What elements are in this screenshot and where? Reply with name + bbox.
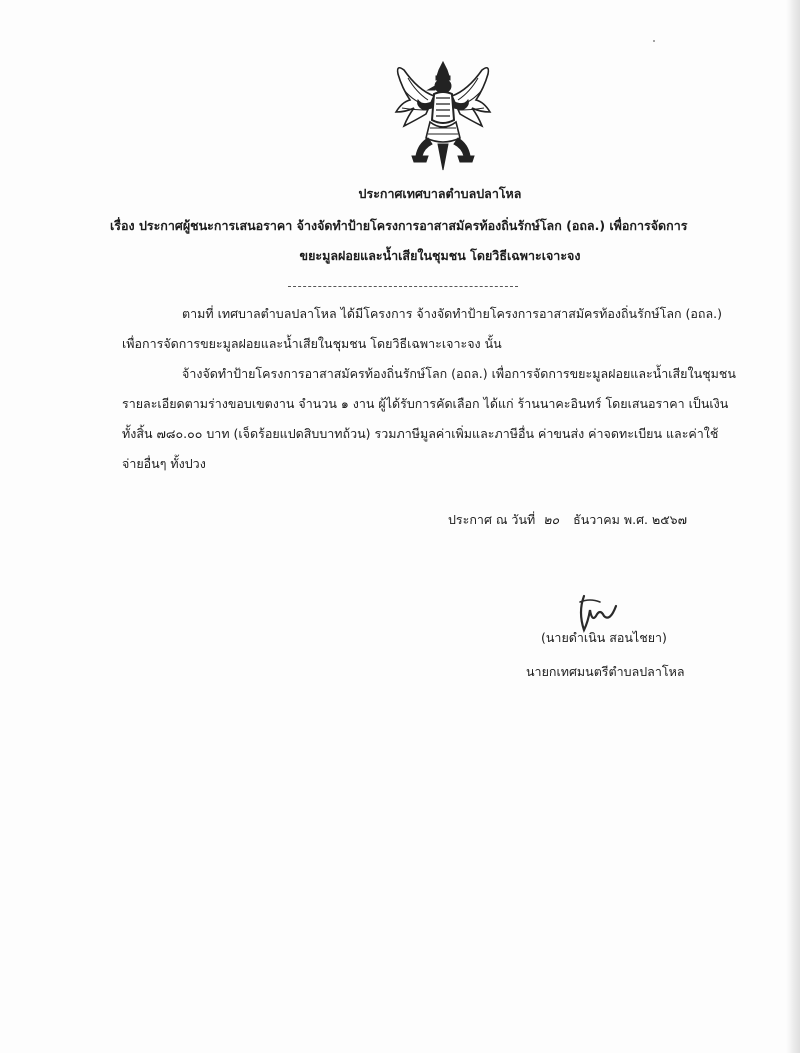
date-month-year: ธันวาคม พ.ศ. ๒๕๖๗: [573, 512, 687, 527]
scan-edge-shadow: [786, 0, 800, 1053]
signer-title: นายกเทศมนตรีตำบลปลาโหล: [526, 664, 685, 679]
garuda-emblem: [388, 60, 498, 172]
header-divider: [288, 286, 518, 287]
paragraph-2-line-4: จ่ายอื่นๆ ทั้งปวง: [122, 456, 206, 471]
date-prefix: ประกาศ ณ วันที่: [448, 512, 536, 527]
announcement-date: [448, 514, 687, 527]
paragraph-1-line-2: เพื่อการจัดการขยะมูลฝอยและน้ำเสียในชุมชน โดยวิธีเฉพาะเจาะจง นั้น: [122, 336, 502, 351]
paragraph-2-line-1: จ้างจัดทำป้ายโครงการอาสาสมัครท้องถิ่นรักษ์โลก (อถล.) เพื่อการจัดการขยะมูลฝอยและน้ำเสียในชุมชน: [182, 366, 736, 381]
agency-title: ประกาศเทศบาลตำบลปลาโหล: [358, 186, 522, 201]
paragraph-2-line-2: รายละเอียดตามร่างขอบเขตงาน จำนวน ๑ งาน ผู้ได้รับการคัดเลือก ได้แก่ ร้านนาคะอินทร์ โดยเสนอราคา เป็นเงิน: [122, 396, 729, 411]
signer-name: (นายดำเนิน สอนไชยา): [541, 630, 667, 645]
garuda-emblem-graphic: [388, 60, 498, 172]
paragraph-1-line-1: ตามที่ เทศบาลตำบลปลาโหล ได้มีโครงการ จ้างจัดทำป้ายโครงการอาสาสมัครท้องถิ่นรักษ์โลก (อถล.): [182, 306, 722, 321]
subject-line-2: ขยะมูลฝอยและน้ำเสียในชุมชน โดยวิธีเฉพาะเจาะจง: [299, 248, 581, 263]
date-day: ๒๐: [543, 512, 560, 527]
subject-line-1: เรื่อง ประกาศผู้ชนะการเสนอราคา จ้างจัดทำป้ายโครงการอาสาสมัครท้องถิ่นรักษ์โลก (อถล.) เพื่อการจัดการ: [110, 218, 688, 233]
paragraph-2-line-3: ทั้งสิ้น ๗๘๐.๐๐ บาท (เจ็ดร้อยแปดสิบบาทถ้วน) รวมภาษีมูลค่าเพิ่มและภาษีอื่น ค่าขนส่ง ค่าจดทะเบียน และค่าใช้: [122, 426, 719, 441]
scan-speck: [653, 40, 655, 42]
